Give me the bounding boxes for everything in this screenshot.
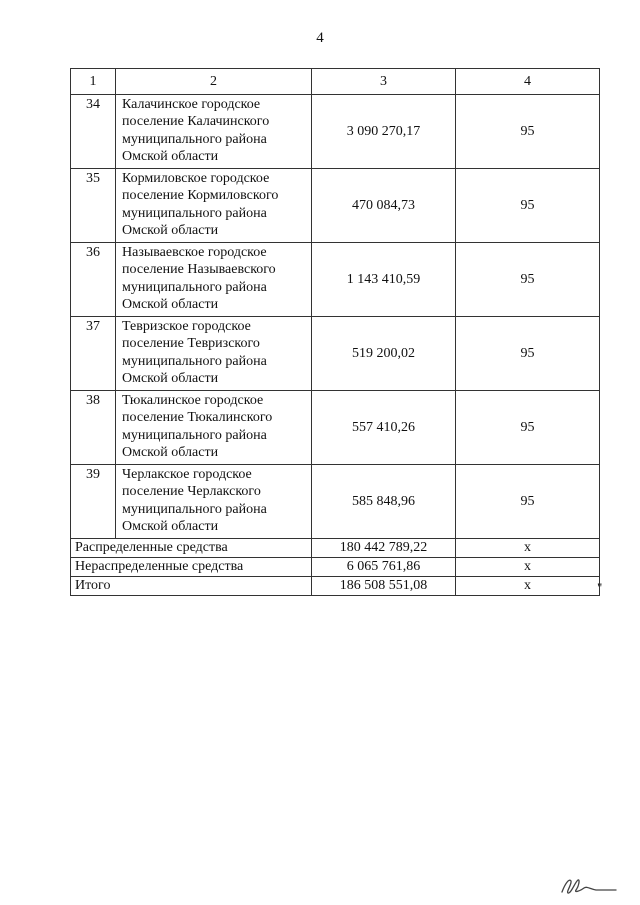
name-line: поселение Калачинского [122,114,270,130]
summary-mark: х [456,558,600,577]
name-line: Омской области [122,297,219,313]
summary-row-distributed [71,539,600,558]
name-line: муниципального района [122,279,267,295]
percent-cell: 95 [456,169,600,243]
name-line: поселение Кормиловского [122,188,279,204]
summary-amount: 186 508 551,08 [312,577,456,596]
name-line: Тюкалинское городское [122,393,264,408]
name-line: Черлакское городское [122,467,252,482]
settlement-name [116,95,312,169]
name-line: Называевское городское [122,245,267,260]
name-line: муниципального района [122,501,267,517]
amount-cell: 1 143 410,59 [312,243,456,317]
closing-quote: " [597,580,603,595]
name-line: Омской области [122,371,219,387]
table-row [71,317,600,391]
amount-cell: 3 090 270,17 [312,95,456,169]
row-number: 36 [71,243,116,317]
settlement-name [116,391,312,465]
table-row [71,169,600,243]
summary-row-total [71,577,600,596]
settlement-name [116,465,312,539]
percent-cell: 95 [456,465,600,539]
name-line: поселение Тевризского [122,336,260,352]
percent-cell: 95 [456,95,600,169]
name-line: муниципального района [122,205,267,221]
header-cell: 1 [71,69,116,95]
name-line: поселение Черлакского [122,484,261,500]
row-number: 34 [71,95,116,169]
name-line: Омской области [122,223,219,239]
table-row [71,243,600,317]
settlement-name [116,169,312,243]
row-number: 39 [71,465,116,539]
name-line: Омской области [122,519,219,535]
name-line: муниципального района [122,427,267,443]
amount-cell: 519 200,02 [312,317,456,391]
settlement-name [116,243,312,317]
percent-cell: 95 [456,317,600,391]
row-number: 38 [71,391,116,465]
page-number: 4 [316,30,324,46]
summary-label: Распределенные средства [71,539,312,558]
summary-mark: х [456,539,600,558]
header-cell: 4 [456,69,600,95]
row-number: 35 [71,169,116,243]
allocation-table [70,68,603,596]
header-cell: 2 [116,69,312,95]
name-line: Калачинское городское [122,97,261,112]
amount-cell: 470 084,73 [312,169,456,243]
table-header-row [71,69,600,95]
name-line: Омской области [122,149,219,165]
summary-mark: х [456,577,600,596]
summary-row-undistributed [71,558,600,577]
summary-amount: 6 065 761,86 [312,558,456,577]
percent-cell: 95 [456,391,600,465]
name-line: Омской области [122,445,219,461]
name-line: Кормиловское городское [122,171,270,186]
name-line: муниципального района [122,131,267,147]
amount-cell: 585 848,96 [312,465,456,539]
table-row [71,465,600,539]
summary-amount: 180 442 789,22 [312,539,456,558]
name-line: Тевризское городское [122,319,251,334]
settlement-name [116,317,312,391]
percent-cell: 95 [456,243,600,317]
name-line: поселение Называевского [122,262,276,278]
name-line: муниципального района [122,353,267,369]
table-row [71,95,600,169]
amount-cell: 557 410,26 [312,391,456,465]
table-row [71,391,600,465]
summary-label: Итого [71,577,312,596]
name-line: поселение Тюкалинского [122,410,273,426]
summary-label: Нераспределенные средства [71,558,312,577]
header-cell: 3 [312,69,456,95]
row-number: 37 [71,317,116,391]
signature-mark [556,872,618,900]
